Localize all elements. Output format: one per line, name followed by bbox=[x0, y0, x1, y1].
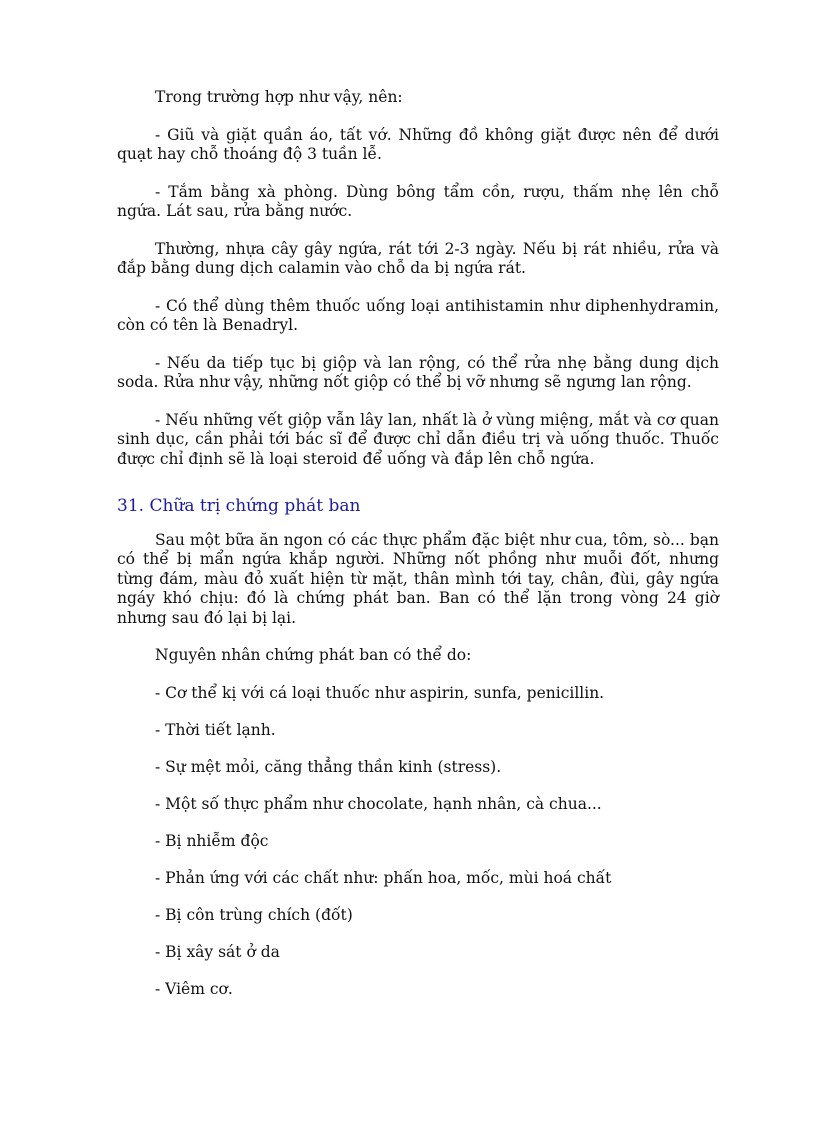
section-intro: Sau một bữa ăn ngon có các thực phẩm đặc biệt như cua, tôm, sò... bạn có thể bị mẩn ngứa khắp người. Những nốt phồng như muỗi đốt, nhưng từng đám, màu đỏ xuất hiện từ mặt, thân mình tới tay, chân, đùi, gây ngứa ngáy khó chịu: đó là chứng phát ban. Ban có thể lặn trong vòng 24 giờ nhưng sau đó lại bị lại. bbox=[117, 530, 719, 627]
document-page bbox=[117, 88, 719, 1017]
paragraph: - Nếu những vết giộp vẫn lây lan, nhất là ở vùng miệng, mắt và cơ quan sinh dục, cần phải tới bác sĩ để được chỉ dẫn điều trị và uống thuốc. Thuốc được chỉ định sẽ là loại steroid để uống và đắp lên chỗ ngứa. bbox=[117, 410, 719, 468]
causes-list bbox=[117, 684, 719, 1000]
list-item: - Sự mệt mỏi, căng thẳng thần kinh (stress). bbox=[155, 757, 502, 776]
list-item: - Bị xây sát ở da bbox=[155, 942, 280, 961]
list-item: - Viêm cơ. bbox=[155, 979, 233, 998]
paragraph: - Có thể dùng thêm thuốc uống loại antihistamin như diphenhydramin, còn có tên là Benadryl. bbox=[117, 296, 719, 334]
paragraph: Thường, nhựa cây gây ngứa, rát tới 2-3 ngày. Nếu bị rát nhiều, rửa và đắp bằng dung dịch calamin vào chỗ da bị ngứa rát. bbox=[117, 239, 719, 277]
section-heading: 31. Chữa trị chứng phát ban bbox=[117, 496, 361, 516]
paragraph: Trong trường hợp như vậy, nên: bbox=[155, 88, 403, 106]
paragraph: - Nếu da tiếp tục bị giộp và lan rộng, có thể rửa nhẹ bằng dung dịch soda. Rửa như vậy, những nốt giộp có thể bị vỡ nhưng sẽ ngưng lan rộng. bbox=[117, 353, 719, 391]
paragraph: - Giũ và giặt quần áo, tất vớ. Những đồ không giặt được nên để dưới quạt hay chỗ thoáng độ 3 tuần lễ. bbox=[117, 125, 719, 163]
list-item: - Phản ứng với các chất như: phấn hoa, mốc, mùi hoá chất bbox=[155, 868, 612, 887]
paragraph: - Tắm bằng xà phòng. Dùng bông tẩm cồn, rượu, thấm nhẹ lên chỗ ngứa. Lát sau, rửa bằng nước. bbox=[117, 182, 719, 220]
list-item: - Thời tiết lạnh. bbox=[155, 720, 276, 739]
list-item: - Bị nhiễm độc bbox=[155, 831, 269, 850]
causes-intro: Nguyên nhân chứng phát ban có thể do: bbox=[155, 646, 472, 664]
list-item: - Một số thực phẩm như chocolate, hạnh nhân, cà chua... bbox=[155, 794, 602, 813]
list-item: - Bị côn trùng chích (đốt) bbox=[155, 905, 353, 924]
list-item: - Cơ thể kị với cá loại thuốc như aspirin, sunfa, penicillin. bbox=[155, 683, 605, 702]
